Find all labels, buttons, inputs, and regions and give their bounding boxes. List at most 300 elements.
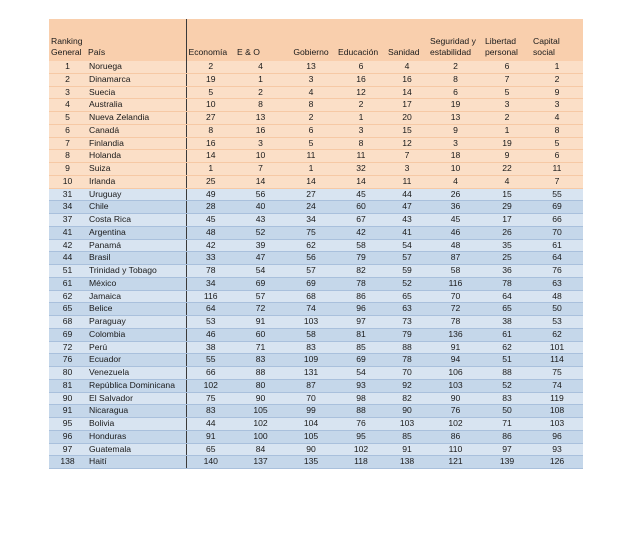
table-row	[49, 328, 583, 341]
cell-gobierno: 87	[286, 379, 336, 392]
cell-eo: 7	[235, 163, 286, 176]
table-row	[49, 61, 583, 73]
cell-pais: Nueva Zelandia	[86, 112, 186, 125]
cell-eo: 4	[235, 61, 286, 73]
cell-economia: 14	[186, 150, 235, 163]
cell-educacion: 85	[336, 341, 386, 354]
cell-economia: 91	[186, 430, 235, 443]
cell-eo: 47	[235, 252, 286, 265]
cell-capital: 7	[531, 175, 583, 188]
cell-gobierno: 57	[286, 265, 336, 278]
cell-libertad: 62	[483, 341, 531, 354]
table-row	[49, 430, 583, 443]
cell-sanidad: 90	[386, 405, 428, 418]
cell-ranking: 91	[49, 405, 86, 418]
cell-ranking: 10	[49, 175, 86, 188]
ranking-table	[49, 19, 583, 469]
cell-capital: 2	[531, 73, 583, 86]
cell-gobierno: 24	[286, 201, 336, 214]
cell-gobierno: 56	[286, 252, 336, 265]
cell-seguridad: 2	[428, 61, 483, 73]
cell-pais: Paraguay	[86, 316, 186, 329]
cell-educacion: 69	[336, 354, 386, 367]
cell-economia: 65	[186, 443, 235, 456]
table-row	[49, 226, 583, 239]
cell-economia: 46	[186, 328, 235, 341]
cell-sanidad: 73	[386, 316, 428, 329]
cell-educacion: 118	[336, 456, 386, 469]
cell-pais: Australia	[86, 99, 186, 112]
cell-gobierno: 109	[286, 354, 336, 367]
cell-capital: 93	[531, 443, 583, 456]
cell-economia: 19	[186, 73, 235, 86]
cell-economia: 45	[186, 214, 235, 227]
cell-capital: 75	[531, 367, 583, 380]
cell-capital: 74	[531, 379, 583, 392]
table-row	[49, 290, 583, 303]
cell-educacion: 82	[336, 265, 386, 278]
cell-economia: 140	[186, 456, 235, 469]
cell-pais: Chile	[86, 201, 186, 214]
cell-ranking: 76	[49, 354, 86, 367]
cell-pais: Perú	[86, 341, 186, 354]
cell-seguridad: 76	[428, 405, 483, 418]
cell-libertad: 64	[483, 290, 531, 303]
cell-libertad: 3	[483, 99, 531, 112]
cell-sanidad: 14	[386, 86, 428, 99]
cell-ranking: 5	[49, 112, 86, 125]
cell-eo: 88	[235, 367, 286, 380]
cell-economia: 44	[186, 418, 235, 431]
cell-ranking: 4	[49, 99, 86, 112]
cell-ranking: 97	[49, 443, 86, 456]
cell-economia: 48	[186, 226, 235, 239]
cell-ranking: 44	[49, 252, 86, 265]
cell-ranking: 31	[49, 188, 86, 201]
cell-eo: 10	[235, 150, 286, 163]
cell-seguridad: 78	[428, 316, 483, 329]
cell-educacion: 79	[336, 252, 386, 265]
cell-libertad: 71	[483, 418, 531, 431]
cell-ranking: 9	[49, 163, 86, 176]
cell-educacion: 93	[336, 379, 386, 392]
cell-educacion: 96	[336, 303, 386, 316]
table-row	[49, 277, 583, 290]
cell-economia: 16	[186, 137, 235, 150]
table-row	[49, 367, 583, 380]
cell-eo: 69	[235, 277, 286, 290]
table-row	[49, 316, 583, 329]
cell-capital: 126	[531, 456, 583, 469]
cell-educacion: 1	[336, 112, 386, 125]
cell-sanidad: 44	[386, 188, 428, 201]
cell-gobierno: 83	[286, 341, 336, 354]
cell-educacion: 58	[336, 239, 386, 252]
cell-seguridad: 94	[428, 354, 483, 367]
cell-gobierno: 58	[286, 328, 336, 341]
cell-sanidad: 12	[386, 137, 428, 150]
cell-gobierno: 2	[286, 112, 336, 125]
cell-economia: 75	[186, 392, 235, 405]
header-sanidad: Sanidad	[386, 19, 428, 61]
cell-eo: 57	[235, 290, 286, 303]
cell-eo: 13	[235, 112, 286, 125]
cell-capital: 8	[531, 124, 583, 137]
cell-eo: 72	[235, 303, 286, 316]
cell-sanidad: 17	[386, 99, 428, 112]
cell-libertad: 97	[483, 443, 531, 456]
cell-capital: 53	[531, 316, 583, 329]
table-row	[49, 214, 583, 227]
cell-gobierno: 11	[286, 150, 336, 163]
cell-seguridad: 13	[428, 112, 483, 125]
cell-educacion: 81	[336, 328, 386, 341]
cell-gobierno: 69	[286, 277, 336, 290]
cell-eo: 90	[235, 392, 286, 405]
table-row	[49, 252, 583, 265]
cell-sanidad: 3	[386, 163, 428, 176]
cell-economia: 64	[186, 303, 235, 316]
cell-economia: 78	[186, 265, 235, 278]
cell-economia: 5	[186, 86, 235, 99]
cell-eo: 105	[235, 405, 286, 418]
cell-pais: Guatemala	[86, 443, 186, 456]
cell-economia: 2	[186, 61, 235, 73]
cell-capital: 114	[531, 354, 583, 367]
cell-libertad: 51	[483, 354, 531, 367]
cell-eo: 3	[235, 137, 286, 150]
cell-sanidad: 43	[386, 214, 428, 227]
cell-gobierno: 6	[286, 124, 336, 137]
cell-pais: Costa Rica	[86, 214, 186, 227]
header-row	[49, 19, 583, 61]
cell-ranking: 61	[49, 277, 86, 290]
table-row	[49, 265, 583, 278]
header-seguridad: Seguridad y estabilidad	[428, 19, 483, 61]
cell-gobierno: 103	[286, 316, 336, 329]
cell-economia: 53	[186, 316, 235, 329]
cell-libertad: 5	[483, 86, 531, 99]
cell-gobierno: 75	[286, 226, 336, 239]
cell-ranking: 138	[49, 456, 86, 469]
cell-educacion: 67	[336, 214, 386, 227]
cell-educacion: 42	[336, 226, 386, 239]
cell-libertad: 22	[483, 163, 531, 176]
cell-sanidad: 85	[386, 430, 428, 443]
cell-ranking: 51	[49, 265, 86, 278]
cell-eo: 100	[235, 430, 286, 443]
cell-libertad: 78	[483, 277, 531, 290]
cell-sanidad: 59	[386, 265, 428, 278]
cell-ranking: 90	[49, 392, 86, 405]
cell-libertad: 52	[483, 379, 531, 392]
table-row	[49, 150, 583, 163]
cell-pais: Irlanda	[86, 175, 186, 188]
cell-capital: 96	[531, 430, 583, 443]
cell-capital: 63	[531, 277, 583, 290]
cell-pais: Jamaica	[86, 290, 186, 303]
cell-sanidad: 11	[386, 175, 428, 188]
cell-seguridad: 136	[428, 328, 483, 341]
cell-seguridad: 86	[428, 430, 483, 443]
cell-economia: 38	[186, 341, 235, 354]
cell-ranking: 62	[49, 290, 86, 303]
cell-eo: 60	[235, 328, 286, 341]
cell-capital: 61	[531, 239, 583, 252]
cell-capital: 48	[531, 290, 583, 303]
cell-economia: 116	[186, 290, 235, 303]
table-row	[49, 86, 583, 99]
cell-eo: 39	[235, 239, 286, 252]
cell-gobierno: 68	[286, 290, 336, 303]
cell-libertad: 29	[483, 201, 531, 214]
cell-libertad: 35	[483, 239, 531, 252]
cell-economia: 66	[186, 367, 235, 380]
cell-sanidad: 52	[386, 277, 428, 290]
table-row	[49, 443, 583, 456]
cell-gobierno: 131	[286, 367, 336, 380]
cell-libertad: 15	[483, 188, 531, 201]
cell-educacion: 86	[336, 290, 386, 303]
table-row	[49, 175, 583, 188]
cell-economia: 27	[186, 112, 235, 125]
cell-capital: 103	[531, 418, 583, 431]
cell-pais: Venezuela	[86, 367, 186, 380]
cell-seguridad: 10	[428, 163, 483, 176]
cell-libertad: 2	[483, 112, 531, 125]
cell-ranking: 3	[49, 86, 86, 99]
cell-eo: 1	[235, 73, 286, 86]
table-row	[49, 379, 583, 392]
cell-educacion: 3	[336, 124, 386, 137]
cell-ranking: 34	[49, 201, 86, 214]
cell-eo: 16	[235, 124, 286, 137]
cell-pais: Honduras	[86, 430, 186, 443]
cell-seguridad: 87	[428, 252, 483, 265]
cell-economia: 55	[186, 354, 235, 367]
cell-educacion: 6	[336, 61, 386, 73]
cell-capital: 1	[531, 61, 583, 73]
cell-gobierno: 4	[286, 86, 336, 99]
cell-ranking: 37	[49, 214, 86, 227]
cell-capital: 76	[531, 265, 583, 278]
cell-gobierno: 27	[286, 188, 336, 201]
cell-gobierno: 90	[286, 443, 336, 456]
cell-pais: Brasil	[86, 252, 186, 265]
cell-pais: Panamá	[86, 239, 186, 252]
cell-sanidad: 138	[386, 456, 428, 469]
cell-educacion: 2	[336, 99, 386, 112]
cell-eo: 2	[235, 86, 286, 99]
cell-libertad: 83	[483, 392, 531, 405]
cell-eo: 52	[235, 226, 286, 239]
cell-educacion: 98	[336, 392, 386, 405]
cell-pais: Colombia	[86, 328, 186, 341]
cell-pais: Haití	[86, 456, 186, 469]
cell-sanidad: 4	[386, 61, 428, 73]
cell-libertad: 6	[483, 61, 531, 73]
cell-libertad: 139	[483, 456, 531, 469]
cell-economia: 8	[186, 124, 235, 137]
cell-eo: 137	[235, 456, 286, 469]
cell-libertad: 25	[483, 252, 531, 265]
cell-eo: 83	[235, 354, 286, 367]
table-row	[49, 99, 583, 112]
cell-sanidad: 57	[386, 252, 428, 265]
cell-pais: República Dominicana	[86, 379, 186, 392]
cell-pais: Uruguay	[86, 188, 186, 201]
cell-economia: 10	[186, 99, 235, 112]
table-row	[49, 392, 583, 405]
cell-capital: 50	[531, 303, 583, 316]
cell-gobierno: 105	[286, 430, 336, 443]
cell-seguridad: 121	[428, 456, 483, 469]
cell-capital: 5	[531, 137, 583, 150]
cell-sanidad: 88	[386, 341, 428, 354]
table-row	[49, 137, 583, 150]
table-row	[49, 456, 583, 469]
cell-sanidad: 54	[386, 239, 428, 252]
cell-pais: Holanda	[86, 150, 186, 163]
cell-sanidad: 82	[386, 392, 428, 405]
cell-ranking: 65	[49, 303, 86, 316]
cell-capital: 70	[531, 226, 583, 239]
table-row	[49, 73, 583, 86]
cell-sanidad: 65	[386, 290, 428, 303]
cell-pais: Canadá	[86, 124, 186, 137]
cell-eo: 84	[235, 443, 286, 456]
cell-seguridad: 8	[428, 73, 483, 86]
table-row	[49, 341, 583, 354]
cell-capital: 9	[531, 86, 583, 99]
cell-libertad: 17	[483, 214, 531, 227]
cell-sanidad: 78	[386, 354, 428, 367]
cell-capital: 69	[531, 201, 583, 214]
header-eo: E & O	[235, 19, 286, 61]
cell-pais: Nicaragua	[86, 405, 186, 418]
cell-libertad: 1	[483, 124, 531, 137]
cell-seguridad: 48	[428, 239, 483, 252]
table-row	[49, 303, 583, 316]
cell-capital: 3	[531, 99, 583, 112]
cell-sanidad: 16	[386, 73, 428, 86]
cell-economia: 28	[186, 201, 235, 214]
cell-educacion: 78	[336, 277, 386, 290]
cell-educacion: 45	[336, 188, 386, 201]
cell-ranking: 96	[49, 430, 86, 443]
cell-seguridad: 9	[428, 124, 483, 137]
cell-educacion: 32	[336, 163, 386, 176]
cell-seguridad: 90	[428, 392, 483, 405]
cell-educacion: 14	[336, 175, 386, 188]
cell-ranking: 6	[49, 124, 86, 137]
cell-sanidad: 79	[386, 328, 428, 341]
cell-ranking: 41	[49, 226, 86, 239]
header-economia: Economía	[186, 19, 235, 61]
cell-ranking: 2	[49, 73, 86, 86]
cell-pais: Finlandia	[86, 137, 186, 150]
cell-sanidad: 92	[386, 379, 428, 392]
cell-seguridad: 18	[428, 150, 483, 163]
cell-gobierno: 5	[286, 137, 336, 150]
cell-seguridad: 46	[428, 226, 483, 239]
cell-sanidad: 15	[386, 124, 428, 137]
header-ranking: Ranking General	[49, 19, 86, 61]
cell-eo: 14	[235, 175, 286, 188]
cell-libertad: 61	[483, 328, 531, 341]
cell-sanidad: 47	[386, 201, 428, 214]
cell-libertad: 19	[483, 137, 531, 150]
cell-eo: 80	[235, 379, 286, 392]
cell-gobierno: 62	[286, 239, 336, 252]
cell-libertad: 65	[483, 303, 531, 316]
cell-seguridad: 6	[428, 86, 483, 99]
cell-ranking: 68	[49, 316, 86, 329]
cell-seguridad: 4	[428, 175, 483, 188]
cell-pais: Suecia	[86, 86, 186, 99]
cell-gobierno: 14	[286, 175, 336, 188]
cell-capital: 11	[531, 163, 583, 176]
cell-libertad: 50	[483, 405, 531, 418]
header-capital: Capital social	[531, 19, 583, 61]
cell-gobierno: 135	[286, 456, 336, 469]
table-row	[49, 124, 583, 137]
cell-sanidad: 103	[386, 418, 428, 431]
cell-capital: 101	[531, 341, 583, 354]
cell-economia: 1	[186, 163, 235, 176]
cell-ranking: 72	[49, 341, 86, 354]
cell-seguridad: 102	[428, 418, 483, 431]
cell-economia: 102	[186, 379, 235, 392]
cell-educacion: 16	[336, 73, 386, 86]
cell-seguridad: 72	[428, 303, 483, 316]
cell-educacion: 95	[336, 430, 386, 443]
cell-economia: 34	[186, 277, 235, 290]
cell-libertad: 9	[483, 150, 531, 163]
cell-gobierno: 8	[286, 99, 336, 112]
cell-pais: Noruega	[86, 61, 186, 73]
table-row	[49, 354, 583, 367]
cell-educacion: 11	[336, 150, 386, 163]
table-row	[49, 163, 583, 176]
cell-economia: 42	[186, 239, 235, 252]
cell-gobierno: 70	[286, 392, 336, 405]
cell-educacion: 102	[336, 443, 386, 456]
cell-educacion: 54	[336, 367, 386, 380]
header-libertad: Libertad personal	[483, 19, 531, 61]
cell-pais: Ecuador	[86, 354, 186, 367]
cell-eo: 56	[235, 188, 286, 201]
cell-ranking: 69	[49, 328, 86, 341]
cell-educacion: 60	[336, 201, 386, 214]
cell-seguridad: 58	[428, 265, 483, 278]
cell-pais: Argentina	[86, 226, 186, 239]
cell-sanidad: 41	[386, 226, 428, 239]
table-row	[49, 239, 583, 252]
cell-libertad: 7	[483, 73, 531, 86]
header-gobierno: Gobierno	[286, 19, 336, 61]
cell-economia: 83	[186, 405, 235, 418]
cell-seguridad: 45	[428, 214, 483, 227]
cell-capital: 108	[531, 405, 583, 418]
cell-ranking: 8	[49, 150, 86, 163]
cell-economia: 33	[186, 252, 235, 265]
cell-educacion: 12	[336, 86, 386, 99]
header-pais: País	[86, 19, 186, 61]
cell-seguridad: 70	[428, 290, 483, 303]
cell-gobierno: 1	[286, 163, 336, 176]
cell-sanidad: 63	[386, 303, 428, 316]
